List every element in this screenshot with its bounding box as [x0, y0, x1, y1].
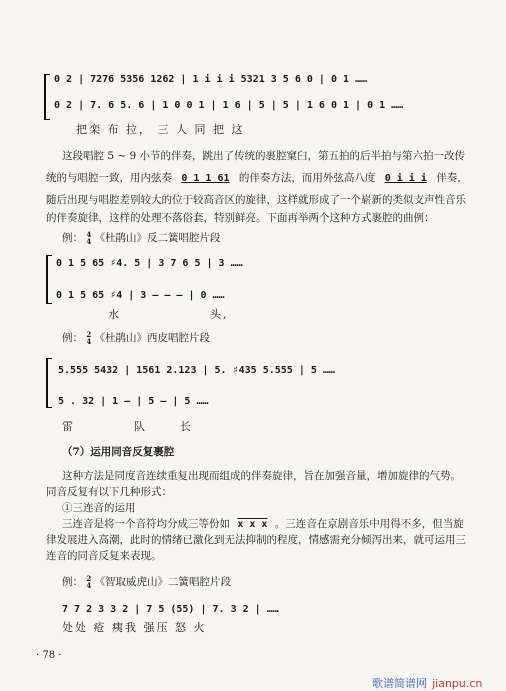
- inline-notation: x x x: [237, 519, 268, 530]
- paragraph-text: 三连音是将一个音符均分成三等份如: [62, 518, 230, 530]
- watermark-url: jianpu.cn: [432, 677, 483, 690]
- score-line: 7 7 2 3 3 2 | 7 5 (55) | 7. 3 2 | ……: [62, 604, 279, 615]
- time-denominator: 4: [86, 581, 92, 590]
- score-line-bottom: 0 1 5 65 ♯4 | 3 — — — | 0 ……: [56, 290, 225, 301]
- paragraph-text: 统的与唱腔一致，用内弦奏: [46, 172, 172, 184]
- time-numerator: 4: [86, 230, 92, 239]
- time-numerator: 2: [86, 330, 92, 339]
- system-bracket: [46, 358, 52, 408]
- inline-notation: 0 i i i: [384, 173, 427, 184]
- paragraph-line: 同音反复有以下几种形式：: [46, 486, 172, 498]
- inline-notation: 0 1 1 61: [181, 173, 230, 184]
- time-signature: [86, 231, 91, 245]
- score-lyric: 长: [180, 420, 193, 433]
- example-prefix: 例：: [62, 576, 83, 588]
- example-title: 《智取威虎山》二簧唱腔片段: [94, 576, 232, 588]
- score-line-bottom: 5 . 32 | 1 — | 5 — | 5 ……: [58, 396, 209, 407]
- time-signature: [86, 575, 91, 589]
- score-line-bottom: 0 2 | 7. 6 5. 6 | 1 0 0 1 | 1 6 | 5 | 5 | 1 6 0 1 | 0 1 ……: [54, 100, 404, 111]
- subheading: ①三连音的运用: [62, 502, 136, 514]
- paragraph-text: 的伴奏方法，而用外弦高八度: [238, 172, 376, 184]
- example-prefix: 例：: [62, 332, 83, 344]
- paragraph-text: 。三连音在京剧音乐中用得不多，但当旋: [274, 518, 464, 530]
- score-lyric: 头,: [210, 308, 229, 321]
- paragraph-line: [62, 516, 464, 533]
- time-denominator: 4: [86, 337, 92, 346]
- paragraph-line: 随后出现与唱腔差别较大的位于较高音区的旋律，这样就形成了一个崭新的类似支声性音乐: [46, 194, 466, 206]
- score-line-top: 0 1 5 65 ♯4. 5 | 3 7 6 5 | 3 ……: [56, 258, 243, 269]
- watermark: [372, 672, 482, 691]
- time-signature: [86, 331, 91, 345]
- example-label: [62, 574, 231, 590]
- score-line-top: 0 2 | 7276 5356 1262 | 1 i i i 5321 3 5 6 0 | 0 1 ……: [54, 74, 368, 85]
- example-label: [62, 330, 210, 346]
- example-prefix: 例：: [62, 232, 83, 244]
- section-heading: （7）运用同音反复裹腔: [62, 446, 175, 458]
- page-number: · 78 ·: [36, 650, 62, 661]
- score-lyrics: 把栾 布 拉， 三 人 同 把 这: [76, 123, 245, 136]
- paragraph-line: [46, 170, 468, 187]
- example-label: [62, 230, 221, 246]
- time-numerator: 2: [86, 574, 92, 583]
- paragraph-line: 的伴奏旋律，这样的处理不落俗套，特别鲜亮。下面再举两个这种方式裹腔的曲例：: [46, 212, 435, 224]
- paragraph-line: 这段唱腔 5 ~ 9 小节的伴奏，跳出了传统的裹腔窠臼，第五拍的后半拍与第六拍一改传: [62, 150, 466, 162]
- paragraph-line: 这种方法是同度音连续重复出现而组成的伴奏旋律，旨在加强音量，增加旋律的气势。: [62, 470, 461, 482]
- time-denominator: 4: [86, 237, 92, 246]
- watermark-cn: 歌谱简谱网: [372, 677, 427, 690]
- score-lyrics: 处处 疮 痍我 强压 怒 火: [62, 621, 207, 634]
- paragraph-line: 律发展进入高潮，此时的情绪已激化到无法抑制的程度，情感需充分倾泻出来，就可运用三: [46, 534, 466, 546]
- score-lyric: 队: [134, 420, 147, 433]
- example-title: 《杜鹃山》反二簧唱腔片段: [94, 232, 221, 244]
- score-lyric: 水: [108, 308, 121, 321]
- example-title: 《杜鹃山》西皮唱腔片段: [94, 332, 211, 344]
- score-line-top: 5.555 5432 | 1561 2.123 | 5. ♯435 5.555 | 5 ……: [58, 365, 335, 376]
- paragraph-text: 伴奏，: [436, 172, 468, 184]
- system-bracket: [46, 255, 52, 304]
- paragraph-line: 连音的同音反复来表现。: [46, 550, 162, 562]
- score-lyric: 雷: [62, 420, 75, 433]
- system-bracket: [44, 74, 50, 120]
